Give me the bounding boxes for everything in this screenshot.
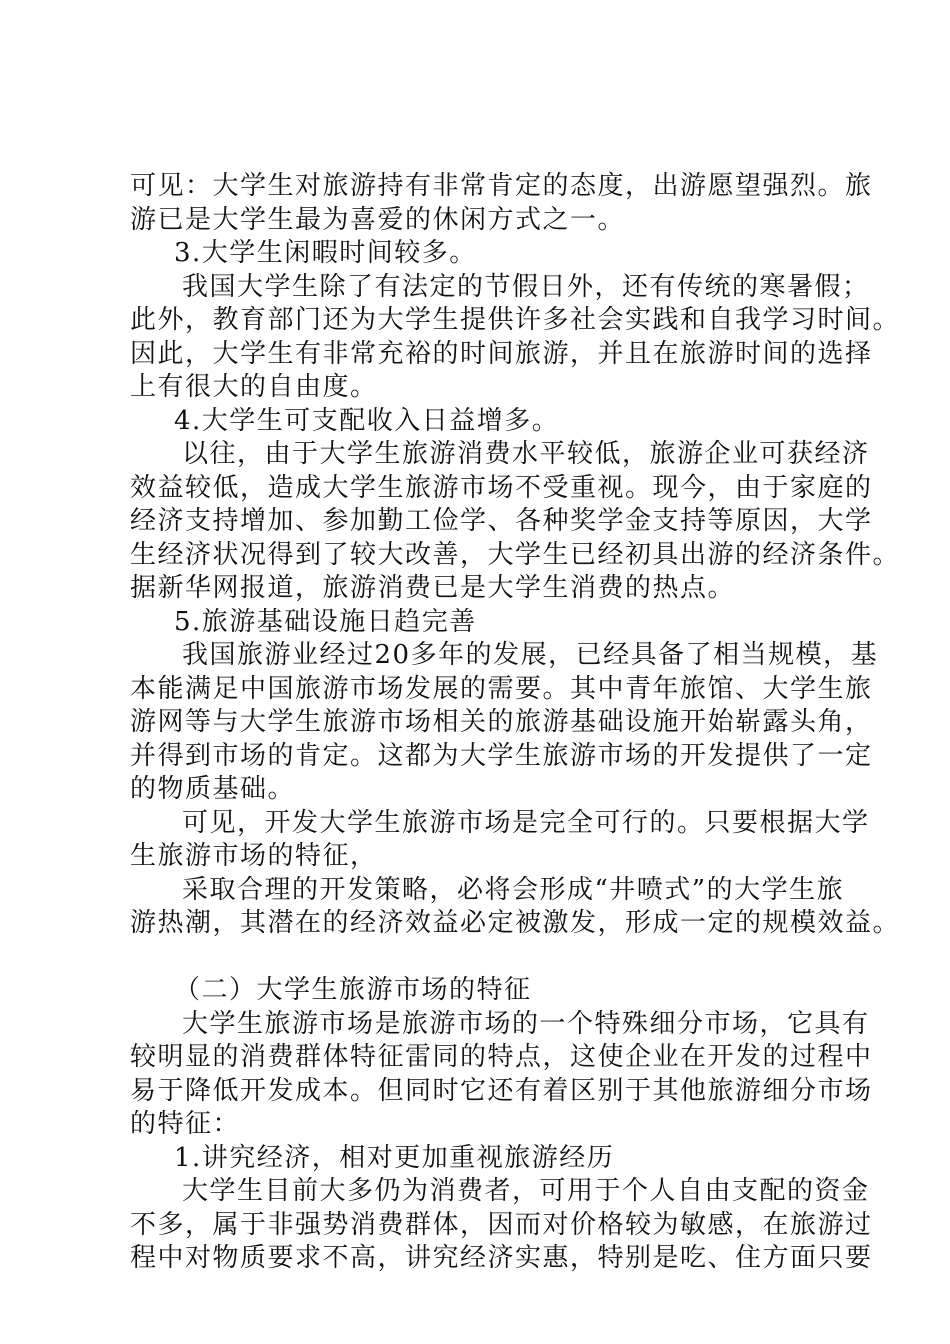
text-line: 易于降低开发成本。但同时它还有着区别于其他旅游细分市场 [130,1075,873,1106]
text-line: 此外，教育部门还为大学生提供许多社会实践和自我学习时间。 [130,305,901,335]
text-line: 生经济状况得到了较大改善，大学生已经初具出游的经济条件。 [130,539,901,570]
numbered-heading: 4.大学生可支配收入日益增多。 [174,405,560,436]
text-line: 经济支持增加、参加勤工俭学、各种奖学金支持等原因，大学 [130,506,873,536]
paragraph-gap [130,941,850,975]
text-line: 游网等与大学生旅游市场相关的旅游基础设施开始崭露头角， [130,707,873,737]
document-body [130,170,901,1276]
numbered-heading: 3.大学生闲暇时间较多。 [174,238,477,268]
text-line: 的特征： [130,1109,241,1139]
text-line: 可见，开发大学生旅游市场是完全可行的。只要根据大学 [182,807,870,838]
text-line: 据新华网报道，旅游消费已是大学生消费的热点。 [130,573,736,603]
text-line: 大学生目前大多仍为消费者，可用于个人自由支配的资金 [182,1176,870,1206]
text-line: 效益较低，造成大学生旅游市场不受重视。现今，由于家庭的 [130,472,873,503]
text-line: 较明显的消费群体特征雷同的特点，这使企业在开发的过程中 [130,1042,873,1072]
text-line: 因此，大学生有非常充裕的时间旅游，并且在旅游时间的选择 [130,338,873,369]
text-line: 本能满足中国旅游市场发展的需要。其中青年旅馆、大学生旅 [130,673,873,704]
section-heading: （二）大学生旅游市场的特征 [174,975,532,1005]
text-line: 我国大学生除了有法定的节假日外，还有传统的寒暑假； [182,271,870,302]
numbered-heading: 5.旅游基础设施日趋完善 [174,606,477,637]
text-line: 不多，属于非强势消费群体，因而对价格较为敏感，在旅游过 [130,1209,873,1240]
text-line: 上有很大的自由度。 [130,372,378,402]
text-line: 程中对物质要求不高，讲究经济实惠，特别是吃、住方面只要 [130,1243,873,1273]
text-line: 可见：大学生对旅游持有非常肯定的态度，出游愿望强烈。旅 [130,171,873,201]
text-line: 并得到市场的肯定。这都为大学生旅游市场的开发提供了一定 [130,740,873,771]
text-line: 以往，由于大学生旅游消费水平较低，旅游企业可获经济 [182,439,870,469]
text-line: 采取合理的开发策略，必将会形成“井喷式”的大学生旅 [182,874,845,905]
text-line: 的物质基础。 [130,774,296,804]
numbered-heading: 1.讲究经济，相对更加重视旅游经历 [174,1142,615,1173]
text-line: 我国旅游业经过20多年的发展，已经具备了相当规模，基 [182,640,879,670]
text-line: 生旅游市场的特征， [130,841,378,871]
text-line: 游已是大学生最为喜爱的休闲方式之一。 [130,204,626,235]
text-line: 游热潮，其潜在的经济效益必定被激发，形成一定的规模效益。 [130,908,901,938]
text-line: 大学生旅游市场是旅游市场的一个特殊细分市场，它具有 [182,1008,870,1039]
